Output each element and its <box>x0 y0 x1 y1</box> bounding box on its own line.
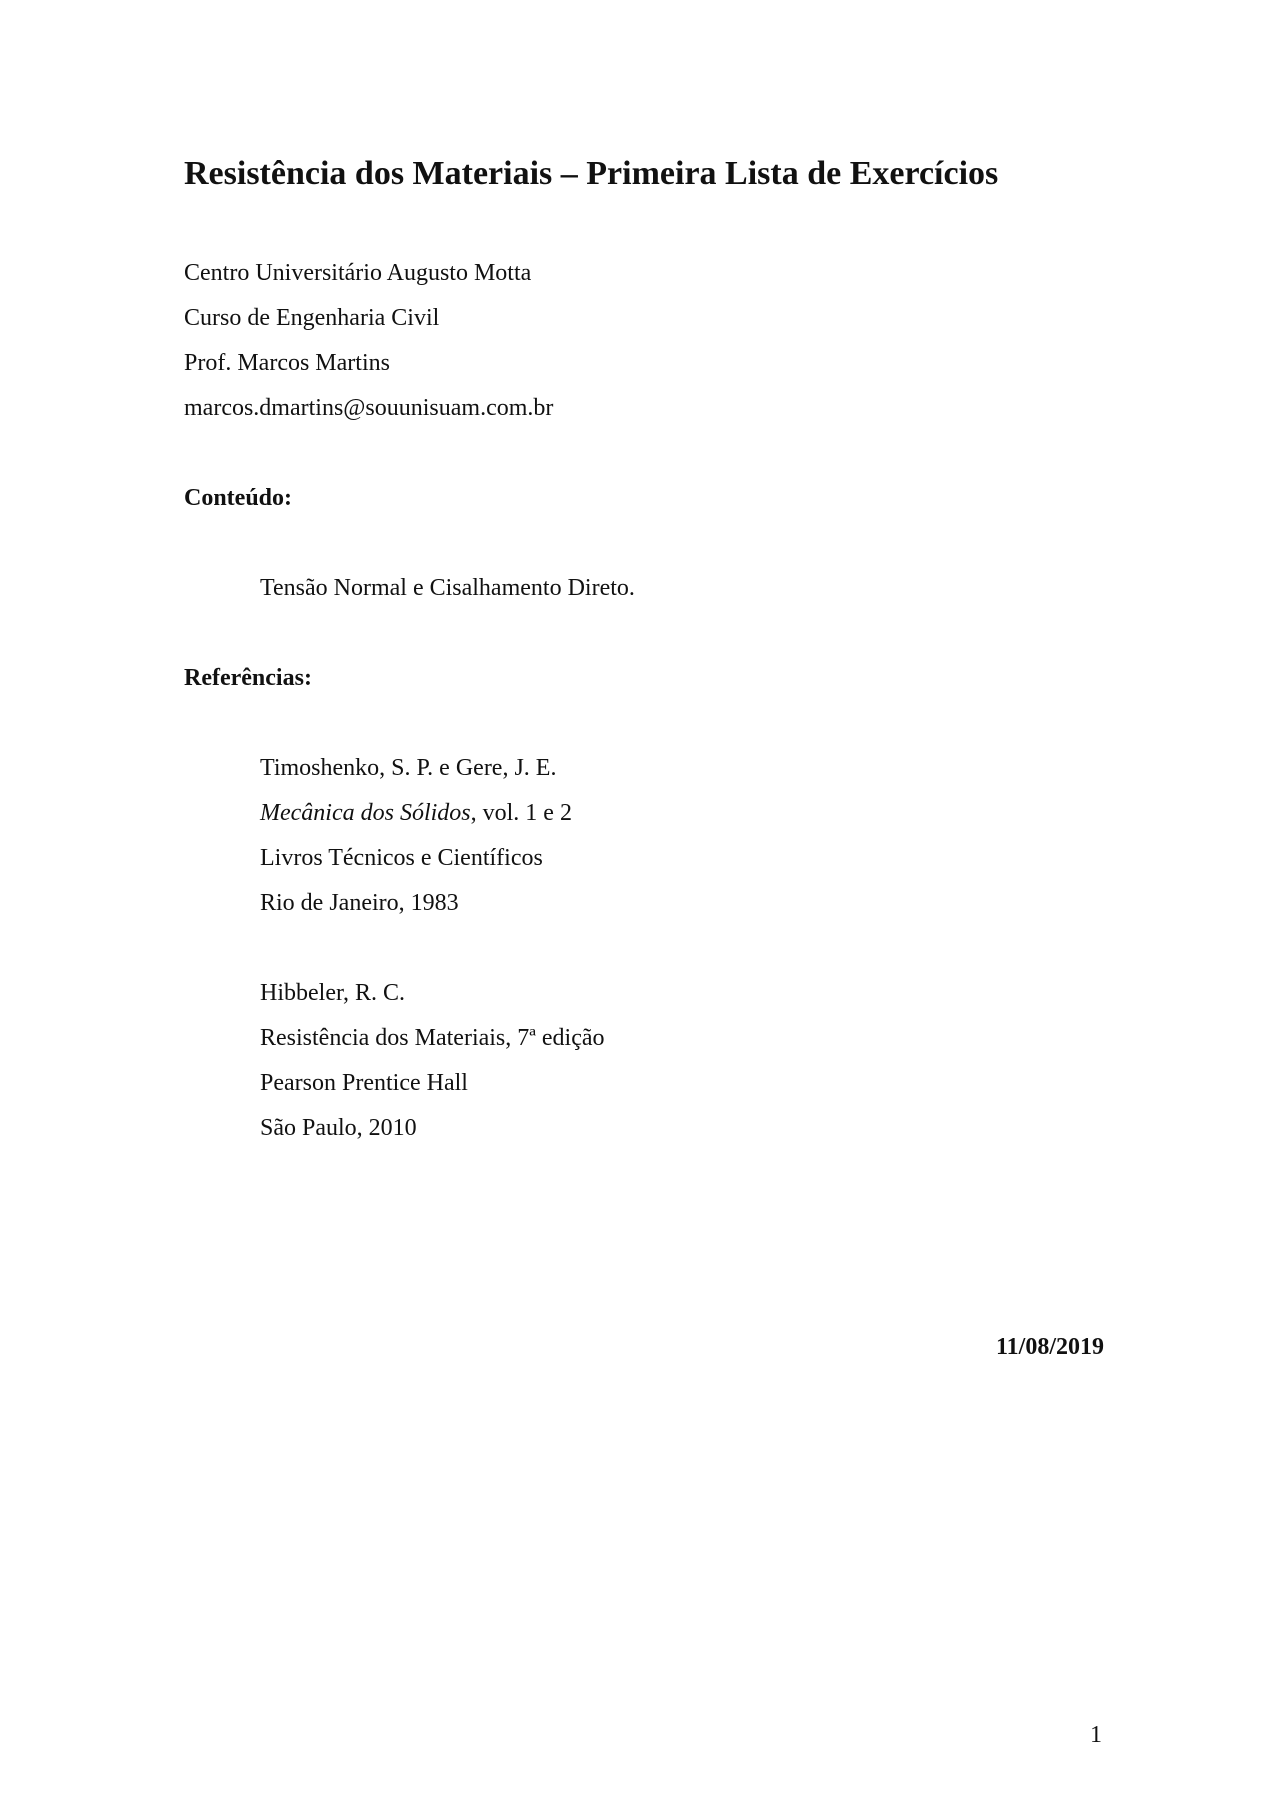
reference-2-authors: Hibbeler, R. C. <box>260 980 406 1006</box>
reference-1-title-italic: Mecânica dos Sólidos <box>260 800 471 826</box>
email-line: marcos.dmartins@souunisuam.com.br <box>184 395 554 421</box>
reference-1-title <box>260 798 572 828</box>
reference-2-publisher: Pearson Prentice Hall <box>260 1070 468 1096</box>
content-heading: Conteúdo: <box>184 485 293 511</box>
institution-line: Centro Universitário Augusto Motta <box>184 260 532 286</box>
page-number: 1 <box>1090 1722 1102 1748</box>
professor-line: Prof. Marcos Martins <box>184 350 390 376</box>
content-text: Tensão Normal e Cisalhamento Direto. <box>260 575 635 601</box>
reference-1-authors: Timoshenko, S. P. e Gere, J. E. <box>260 755 557 781</box>
reference-2-title: Resistência dos Materiais, 7ª edição <box>260 1025 605 1051</box>
document-date: 11/08/2019 <box>995 1334 1104 1360</box>
reference-1-title-suffix: , vol. 1 e 2 <box>470 800 572 826</box>
references-heading: Referências: <box>184 665 312 691</box>
reference-1-publisher: Livros Técnicos e Científicos <box>260 845 543 871</box>
reference-1-place-year: Rio de Janeiro, 1983 <box>260 890 459 916</box>
reference-2-place-year: São Paulo, 2010 <box>260 1115 417 1141</box>
document-title: Resistência dos Materiais – Primeira Lista de Exercícios <box>184 155 999 192</box>
course-line: Curso de Engenharia Civil <box>184 305 440 331</box>
